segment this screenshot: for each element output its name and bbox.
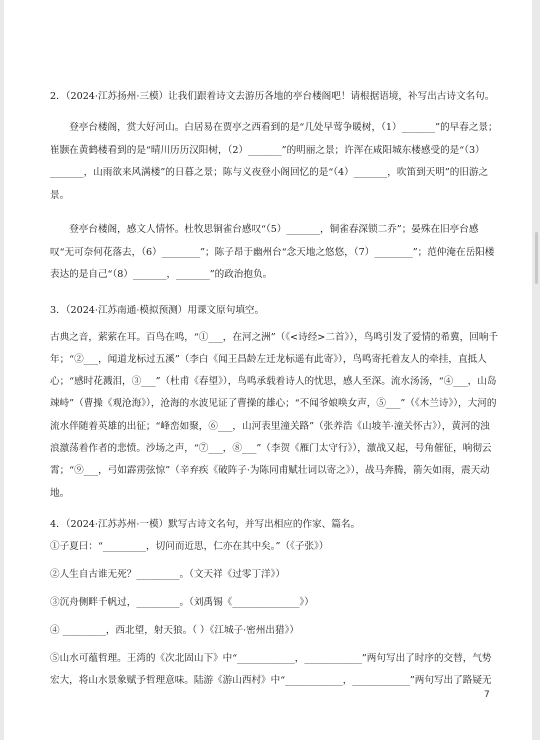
question-3-body: 古典之音，萦萦在耳。百鸟在鸣，“①___，在河之洲”（《<诗经>二首》），鸟鸣引发了爱情的希冀，回响千年；“②___，闻道龙标过五溪”（李白《闻王昌龄左迁龙标遥有此寄》），鸟鸣寄托着友人的牵挂，直抵人心；“感时花溅泪，③___”（杜甫《春望》），鸟鸣承载着诗人的忧思，感人至深。流水汤汤，“④___，山岛竦峙”（曹操《观沧海》），沧海的水波见证了曹操的雄心；“不闻爷娘唤女声，⑤___”（《木兰诗》），大河的流水伴随着英雄的出征；“峰峦如聚，⑥___，山河表里潼关路”（张养浩《山坡羊·潼关怀古》），黄河的浊浪激荡着作者的悲愤。沙场之声，“⑦___，⑧___”（李贺《雁门太守行》），激战又起，号角催征，响彻云霄；“⑨___，弓如霹雳弦惊”（辛弃疾《破阵子·为陈同甫赋壮词以寄之》），战马奔腾，箭矢如雨，震天动地。 [50,331,499,499]
vertical-scrollbar[interactable] [535,232,538,284]
question-4-header: 4．（2024·江苏苏州·一模）默写古诗文名句，并写出相应的作家、篇名。 [50,518,361,530]
question-4-item-1: ①子夏曰：“_________，切问而近思，仁亦在其中矣。”（《子张》） [50,540,329,552]
question-2-paragraph-1: 登亭台楼阁，赏大好河山。白居易在贾亭之西看到的是“几处早莺争暖树，（1）_______”的早春之景；崔颢在黄鹤楼看到的是“晴川历历汉阳树，（2）_______”的明丽之景；许浑在咸阳城东楼感受的是“（3）_______，山雨欲来风满楼”的日暮之景；陈与义夜登小阁回忆的是“（4）_______，吹笛到天明”的旧游之景。 [50,122,498,201]
question-4-item-5: ⑤山水可蕴哲理。王湾的《次北固山下》中“____________，____________”两句写出了时序的交替，气势宏大，将山水景象赋予哲理意味。陆游《游山西村》中“____________，____________”两句写出了路疑无 [50,652,492,687]
document-page [4,0,532,740]
question-4-item-3: ③沉舟侧畔千帆过，_________。（刘禹锡《______________》） [50,596,314,608]
question-2-header: 2．（2024·江苏扬州·三模）让我们跟着诗文去游历各地的亭台楼阁吧！请根据语境，补写出古诗文名句。 [50,91,495,102]
question-2-paragraph-2: 登亭台楼阁，感文人情怀。杜牧思铜雀台感叹“（5）_______，铜雀春深锁二乔”；晏殊在旧亭台感叹“无可奈何花落去，（6）________”；陈子昂于幽州台“念天地之悠悠，（7）________”；范仲淹在岳阳楼表达的是自己“（8）_______，_______”的政治抱负。 [50,224,495,280]
page-content [50,89,498,692]
question-4-item-4: ④ _________，西北望，射天狼。（ ）《江城子·密州出猎》） [50,624,299,636]
page-number: 7 [484,690,490,700]
question-3-header: 3．（2024·江苏南通·模拟预测）用课文原句填空。 [50,304,265,316]
question-4-item-2: ②人生自古谁无死？_________。（文天祥《过零丁洋》） [50,568,286,580]
